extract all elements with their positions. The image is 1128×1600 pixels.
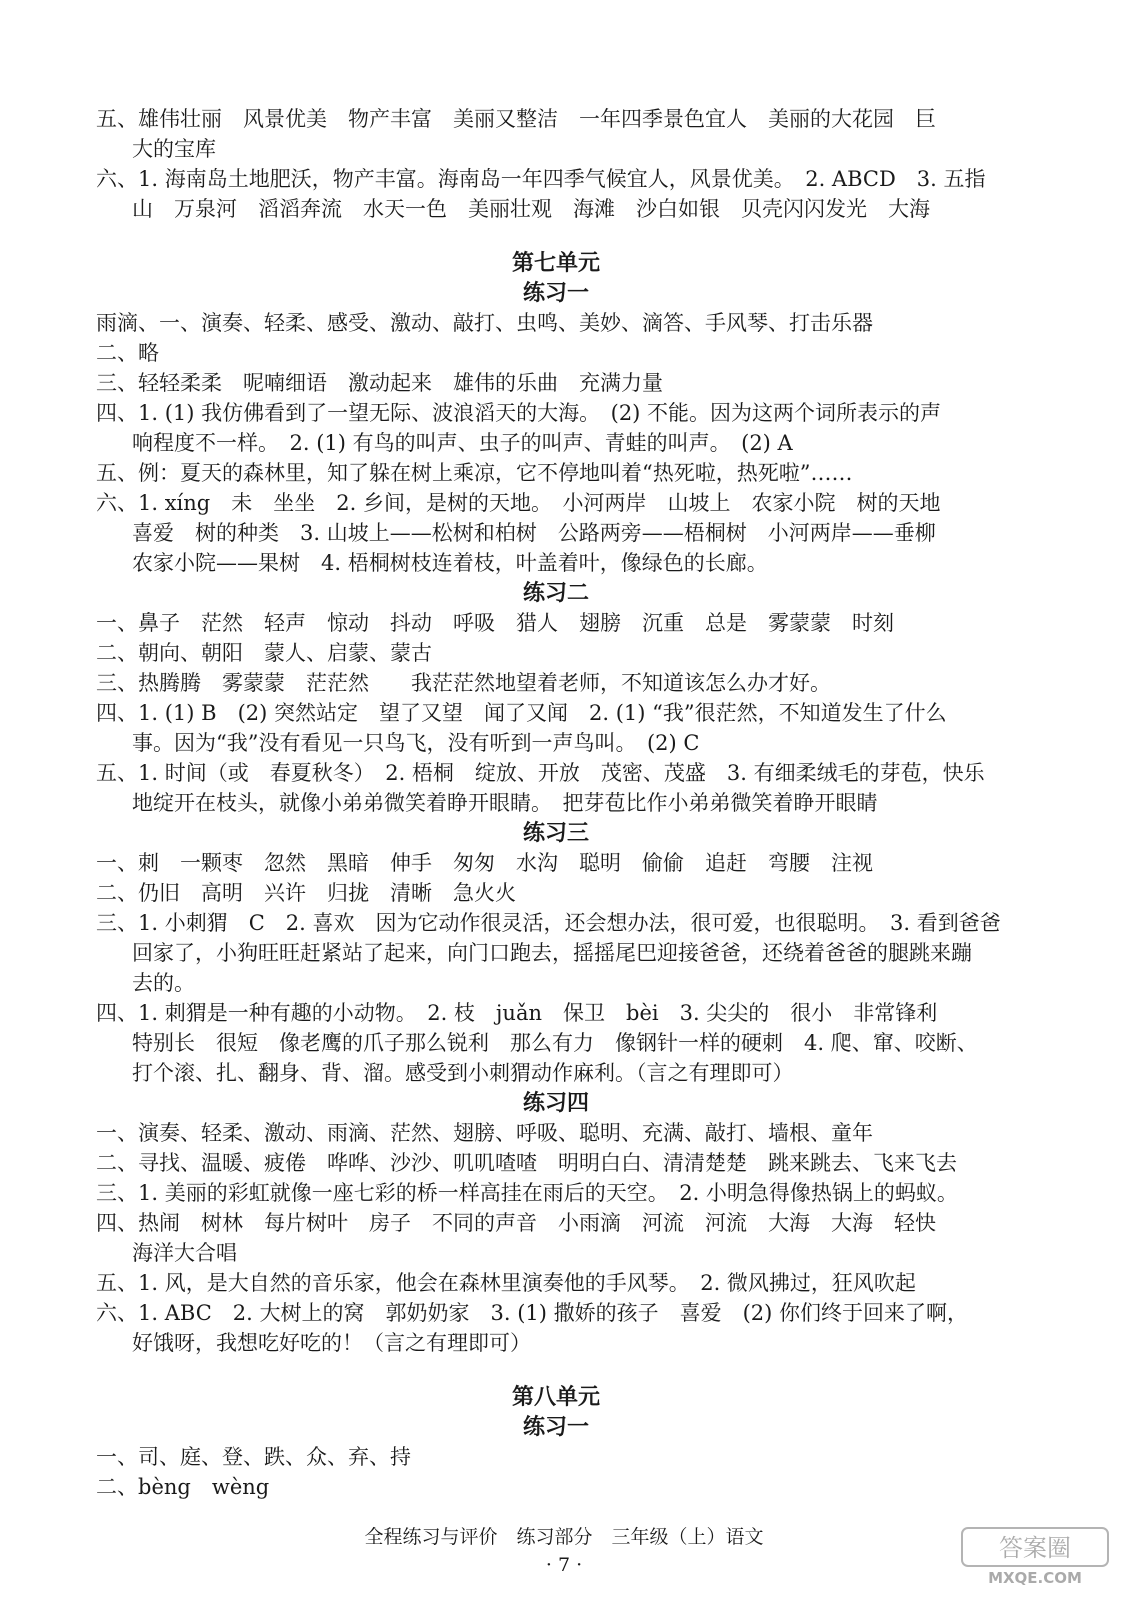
spacer xyxy=(96,1358,1016,1382)
answer-line: 二、朝向、朝阳 蒙人、启蒙、蒙古 xyxy=(96,641,432,665)
section-heading: 第八单元 xyxy=(511,1384,600,1410)
answer-line-continued: 山 万泉河 滔滔奔流 水天一色 美丽壮观 海滩 沙白如银 贝壳闪闪发光 大海 xyxy=(132,197,930,221)
answer-line: 二、仍旧 高明 兴许 归拢 清晰 急火火 xyxy=(96,881,516,905)
answer-line: 三、1. 小刺猬 C 2. 喜欢 因为它动作很灵活，还会想办法，很可爱，也很聪明。 3. 看到爸爸 xyxy=(96,911,1001,935)
answer-line: 一、司、庭、登、跌、众、弃、持 xyxy=(96,1445,411,1469)
answer-line: 四、1. (1) B (2) 突然站定 望了又望 闻了又闻 2. (1) “我”很茫然，不知道发生了什么 xyxy=(96,701,947,725)
answer-line: 三、轻轻柔柔 呢喃细语 激动起来 雄伟的乐曲 充满力量 xyxy=(96,371,663,395)
answer-page-body xyxy=(96,104,1016,1502)
answer-line-continued: 响程度不一样。 2. (1) 有鸟的叫声、虫子的叫声、青蛙的叫声。 (2) A xyxy=(132,431,793,455)
answer-line: 六、1. xíng 未 坐坐 2. 乡间，是树的天地。 小河两岸 山坡上 农家小院 树的天地 xyxy=(96,491,941,515)
page-number: · 7 · xyxy=(545,1554,583,1576)
watermark-text-top: 答案圈 xyxy=(999,1534,1071,1562)
answer-line-continued: 地绽开在枝头，就像小弟弟微笑着睁开眼睛。 把芽苞比作小弟弟微笑着睁开眼睛 xyxy=(132,791,878,815)
watermark-text-bottom: MXQE.COM xyxy=(988,1569,1082,1587)
answer-line: 四、1. 刺猬是一种有趣的小动物。 2. 枝 juǎn 保卫 bèi 3. 尖尖的 很小 非常锋利 xyxy=(96,1001,938,1025)
answer-line-continued: 回家了，小狗旺旺赶紧站了起来，向门口跑去，摇摇尾巴迎接爸爸，还绕着爸爸的腿跳来蹦 xyxy=(132,941,972,965)
answer-line: 二、寻找、温暖、疲倦 哗哗、沙沙、叽叽喳喳 明明白白、清清楚楚 跳来跳去、飞来飞去 xyxy=(96,1151,957,1175)
answer-line: 六、1. 海南岛土地肥沃，物产丰富。海南岛一年四季气候宜人，风景优美。 2. ABCD 3. 五指 xyxy=(96,167,986,191)
answer-line: 六、1. ABC 2. 大树上的窝 郭奶奶家 3. (1) 撒娇的孩子 喜爱 (2) 你们终于回来了啊， xyxy=(96,1301,969,1325)
answer-line: 五、例：夏天的森林里，知了躲在树上乘凉，它不停地叫着“热死啦，热死啦”…… xyxy=(96,461,853,485)
answer-line: 五、1. 风，是大自然的音乐家，他会在森林里演奏他的手风琴。 2. 微风拂过，狂风吹起 xyxy=(96,1271,916,1295)
answer-line-continued: 喜爱 树的种类 3. 山坡上——松树和柏树 公路两旁——梧桐树 小河两岸——垂柳 xyxy=(132,521,936,545)
section-heading: 练习二 xyxy=(522,580,589,606)
answer-line: 一、刺 一颗枣 忽然 黑暗 伸手 匆匆 水沟 聪明 偷偷 追赶 弯腰 注视 xyxy=(96,851,873,875)
answer-line: 五、1. 时间（或 春夏秋冬） 2. 梧桐 绽放、开放 茂密、茂盛 3. 有细柔绒毛的芽苞，快乐 xyxy=(96,761,985,785)
answer-line: 二、略 xyxy=(96,341,159,365)
answer-line: 五、雄伟壮丽 风景优美 物产丰富 美丽又整洁 一年四季景色宜人 美丽的大花园 巨 xyxy=(96,107,936,131)
section-heading: 练习一 xyxy=(522,1414,589,1440)
answer-line-continued: 特别长 很短 像老鹰的爪子那么锐利 那么有力 像钢针一样的硬刺 4. 爬、窜、咬断、 xyxy=(132,1031,978,1055)
answer-line-continued: 事。因为“我”没有看见一只鸟飞，没有听到一声鸟叫。 (2) C xyxy=(132,731,700,755)
answer-line-continued: 大的宝库 xyxy=(132,137,216,161)
section-heading: 练习三 xyxy=(522,820,589,846)
section-heading: 练习一 xyxy=(522,280,589,306)
answer-line: 三、热腾腾 雾蒙蒙 茫茫然 我茫茫然地望着老师，不知道该怎么办才好。 xyxy=(96,671,831,695)
answer-line-continued: 农家小院——果树 4. 梧桐树枝连着枝，叶盖着叶，像绿色的长廊。 xyxy=(132,551,768,575)
section-heading: 练习四 xyxy=(522,1090,589,1116)
answer-line: 一、鼻子 茫然 轻声 惊动 抖动 呼吸 猎人 翅膀 沉重 总是 雾蒙蒙 时刻 xyxy=(96,611,894,635)
spacer xyxy=(96,224,1016,248)
footer-book-title: 全程练习与评价 练习部分 三年级（上）语文 xyxy=(364,1526,764,1548)
answer-line-continued: 好饿呀，我想吃好吃的！（言之有理即可） xyxy=(132,1331,531,1355)
answer-line: 二、bèng wèng xyxy=(96,1475,270,1499)
answer-line: 四、1. (1) 我仿佛看到了一望无际、波浪滔天的大海。 (2) 不能。因为这两个词所表示的声 xyxy=(96,401,942,425)
answer-line: 一、演奏、轻柔、激动、雨滴、茫然、翅膀、呼吸、聪明、充满、敲打、墙根、童年 xyxy=(96,1121,873,1145)
answer-line-continued: 打个滚、扎、翻身、背、溜。感受到小刺猬动作麻利。（言之有理即可） xyxy=(132,1061,794,1085)
answer-line-continued: 海洋大合唱 xyxy=(132,1241,237,1265)
answer-line: 雨滴、一、演奏、轻柔、感受、激动、敲打、虫鸣、美妙、滴答、手风琴、打击乐器 xyxy=(96,311,873,335)
answer-line-continued: 去的。 xyxy=(132,971,195,995)
section-heading: 第七单元 xyxy=(511,250,600,276)
answer-line: 三、1. 美丽的彩虹就像一座七彩的桥一样高挂在雨后的天空。 2. 小明急得像热锅上的蚂蚁。 xyxy=(96,1181,958,1205)
answer-line: 四、热闹 树林 每片树叶 房子 不同的声音 小雨滴 河流 河流 大海 大海 轻快 xyxy=(96,1211,936,1235)
watermark-logo xyxy=(960,1526,1110,1588)
